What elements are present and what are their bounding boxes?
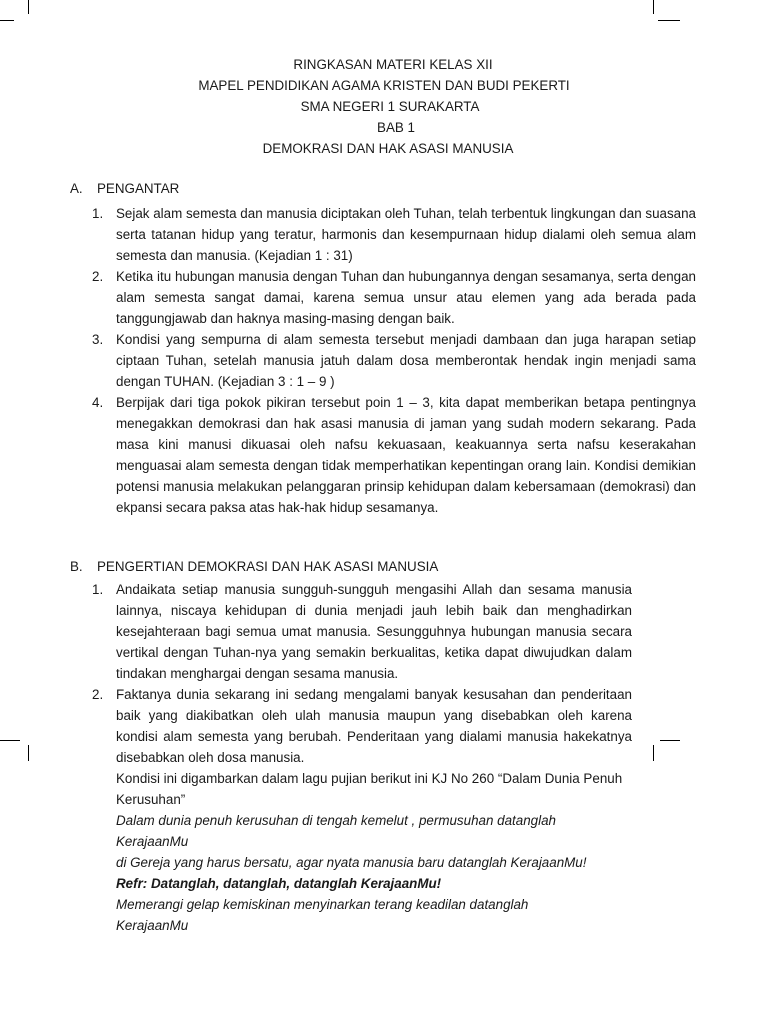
list-item bbox=[92, 684, 632, 936]
header-chapter: BAB 1 bbox=[377, 120, 415, 135]
song-intro: Kondisi ini digambarkan dalam lagu pujian berikut ini KJ No 260 “Dalam Dunia Penuh Kerusuhan” bbox=[116, 771, 623, 807]
list-number: 2. bbox=[92, 269, 104, 284]
crop-mark-middle-right bbox=[653, 745, 654, 761]
list-item bbox=[92, 329, 696, 392]
crop-mark-top-right bbox=[653, 0, 654, 14]
section-b-heading bbox=[70, 559, 438, 574]
section-a-heading bbox=[70, 181, 179, 196]
list-text: Kondisi yang sempurna di alam semesta tersebut menjadi dambaan dan juga harapan setiap ciptaan Tuhan, setelah manusia jatuh dalam dosa memberontak hendak ingin menjadi sama dengan TUHAN. (Kejadian 3 : 1 – 9 ) bbox=[116, 332, 696, 389]
list-item bbox=[92, 392, 696, 518]
section-a-list bbox=[92, 203, 696, 518]
header-title: RINGKASAN MATERI KELAS XII bbox=[293, 57, 493, 72]
list-number: 3. bbox=[92, 332, 104, 347]
song-lyric: Memerangi gelap kemiskinan menyinarkan terang keadilan datanglah KerajaanMu bbox=[116, 897, 529, 933]
list-text: Andaikata setiap manusia sungguh-sungguh mengasihi Allah dan sesama manusia lainnya, niscaya kehidupan di dunia menjadi jauh lebih baik dan menghadirkan kesejahteraan bagi semua umat manusia. Sesungguhnya hubungan manusia secara vertikal dengan Tuhan-nya yang semakin berkualitas, ketika dapat diwujudkan dalam tindakan menghargai dengan sesama manusia. bbox=[116, 582, 632, 681]
header-subject: MAPEL PENDIDIKAN AGAMA KRISTEN DAN BUDI PEKERTI bbox=[198, 78, 570, 93]
song-refrain: Refr: Datanglah, datanglah, datanglah KerajaanMu! bbox=[116, 876, 442, 891]
section-b-title: PENGERTIAN DEMOKRASI DAN HAK ASASI MANUSIA bbox=[97, 559, 439, 574]
section-b-list bbox=[92, 579, 632, 936]
list-text: Ketika itu hubungan manusia dengan Tuhan dan hubungannya dengan sesamanya, serta dengan alam semesta sangat damai, karena semua unsur atau elemen yang ada berada pada tanggungjawab dan haknya masing-masing dengan baik. bbox=[116, 269, 696, 326]
section-a-letter: A. bbox=[70, 181, 83, 196]
crop-mark-middle-left bbox=[28, 745, 29, 761]
document-header bbox=[0, 54, 768, 159]
list-item bbox=[92, 203, 696, 266]
crop-mark-middle-right bbox=[660, 740, 680, 741]
list-number: 4. bbox=[92, 395, 104, 410]
list-text: Sejak alam semesta dan manusia diciptakan oleh Tuhan, telah terbentuk lingkungan dan suasana serta tatanan hidup yang teratur, harmonis dan kesempurnaan hidup dialami oleh semua alam semesta dan manusia. (Kejadian 1 : 31) bbox=[116, 206, 696, 263]
crop-mark-top-left bbox=[28, 0, 29, 14]
crop-mark-top-left bbox=[0, 20, 14, 21]
list-number: 1. bbox=[92, 582, 104, 597]
section-a-title: PENGANTAR bbox=[97, 181, 180, 196]
list-number: 1. bbox=[92, 206, 104, 221]
list-text: Berpijak dari tiga pokok pikiran tersebut poin 1 – 3, kita dapat memberikan betapa pentingnya menegakkan demokrasi dan hak asasi manusia di jaman yang sudah modern sekarang. Pada masa kini manusi dikuasai oleh nafsu kekuasaan, keakuannya serta nafsu keserakahan menguasai alam semesta dengan tidak memperhatikan kepentingan orang lain. Kondisi demikian potensi manusia melakukan pelanggaran prinsip kehidupan dalam kebersamaan (demokrasi) dan ekpansi secara paksa atas hak-hak hidup sesamanya. bbox=[116, 395, 696, 515]
list-text: Faktanya dunia sekarang ini sedang mengalami banyak kesusahan dan penderitaan baik yang diakibatkan oleh ulah manusia maupun yang disebabkan oleh karena kondisi alam semesta yang berubah. Penderitaan yang dialami manusia hakekatnya disebabkan oleh dosa manusia. bbox=[116, 687, 632, 765]
header-school: SMA NEGERI 1 SURAKARTA bbox=[300, 99, 480, 114]
crop-mark-top-right bbox=[658, 20, 680, 21]
section-b-letter: B. bbox=[70, 559, 83, 574]
song-lyric: di Gereja yang harus bersatu, agar nyata manusia baru datanglah KerajaanMu! bbox=[116, 855, 587, 870]
crop-mark-middle-left bbox=[0, 740, 20, 741]
list-number: 2. bbox=[92, 687, 104, 702]
song-lyric: Dalam dunia penuh kerusuhan di tengah kemelut , permusuhan datanglah KerajaanMu bbox=[116, 813, 556, 849]
list-item bbox=[92, 266, 696, 329]
list-item bbox=[92, 579, 632, 684]
header-chapter-title: DEMOKRASI DAN HAK ASASI MANUSIA bbox=[262, 141, 514, 156]
